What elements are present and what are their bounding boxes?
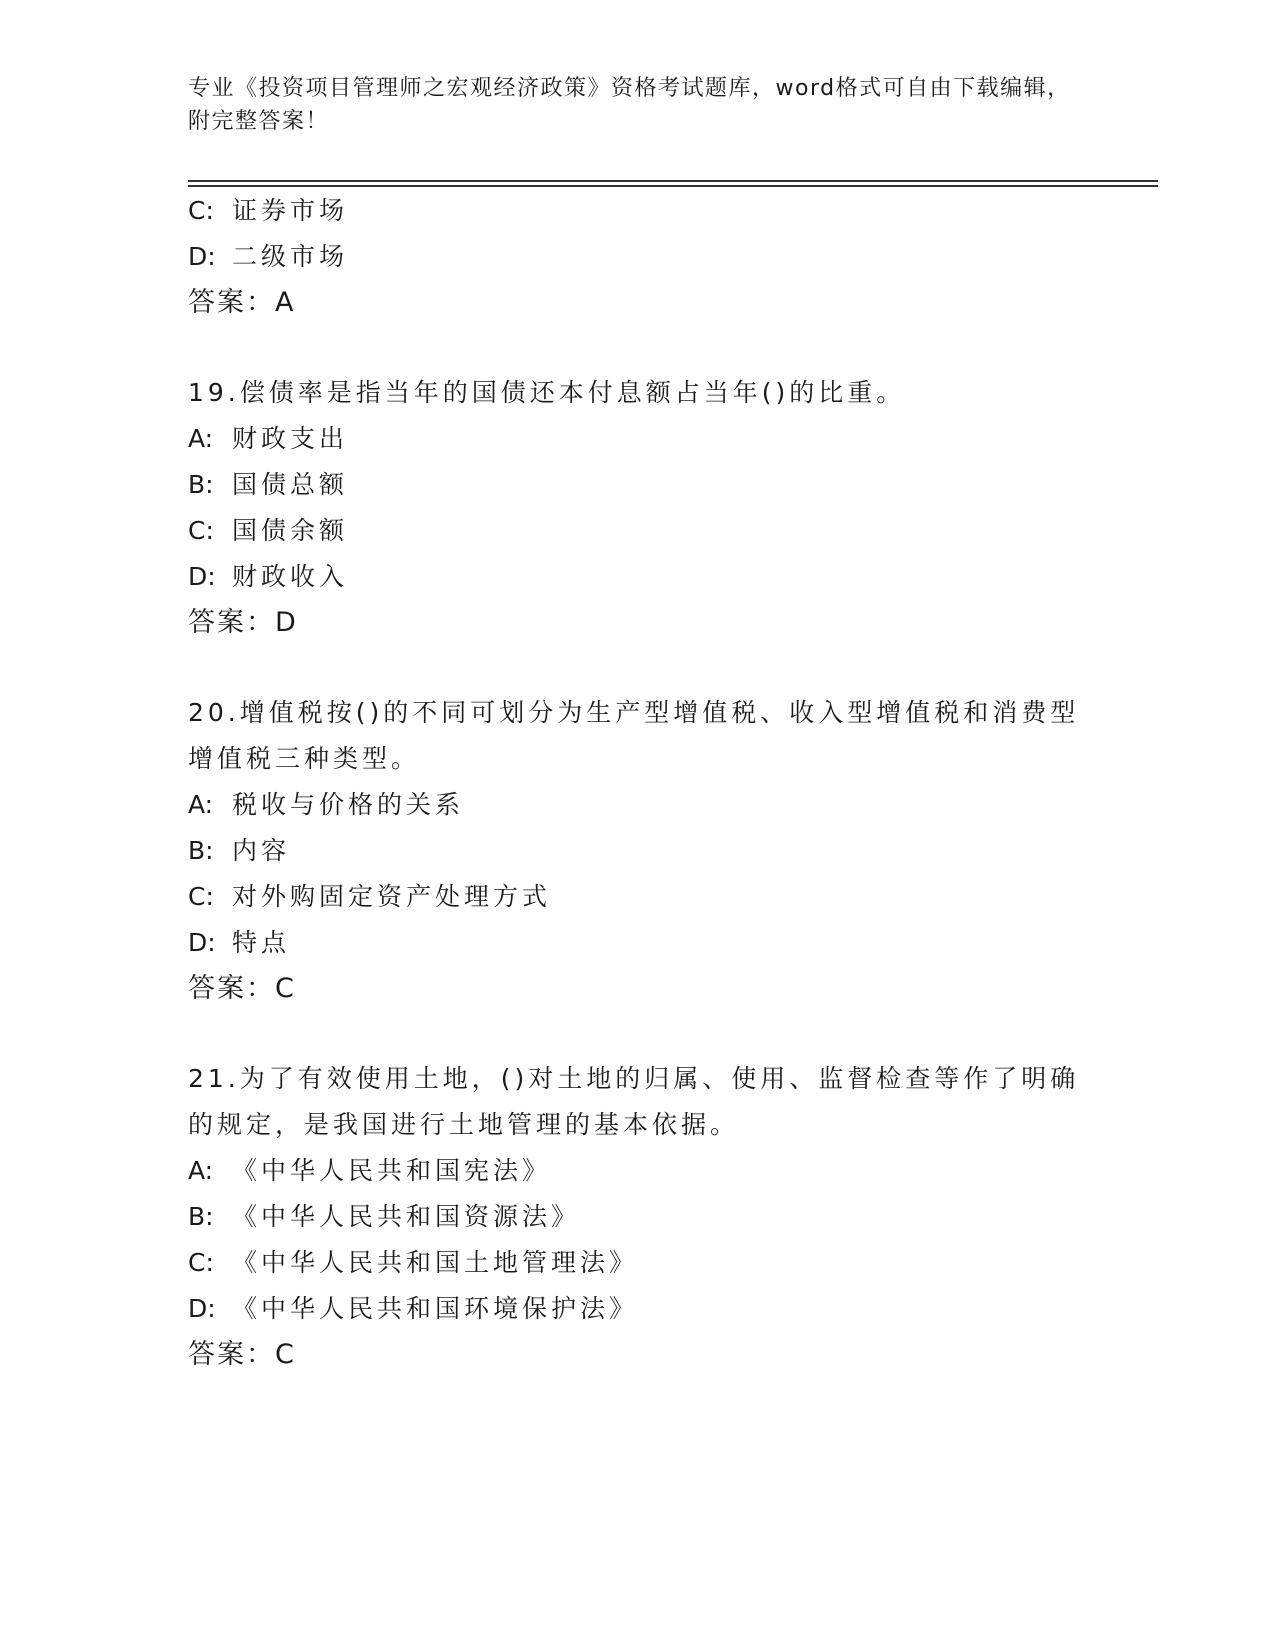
document-header: 专业《投资项目管理师之宏观经济政策》资格考试题库，word格式可自由下载编辑，附完整答案！ — [188, 76, 1071, 134]
option-d: D: 特点 — [188, 928, 291, 957]
question-20 — [188, 690, 1088, 1012]
question-19 — [188, 370, 1088, 646]
option-c: C: 《中华人民共和国土地管理法》 — [188, 1248, 639, 1277]
option-c: C: 对外购固定资产处理方式 — [188, 882, 552, 911]
option-d: D: 财政收入 — [188, 562, 349, 591]
option-b: B: 内容 — [188, 836, 291, 865]
option-a: A: 税收与价格的关系 — [188, 790, 465, 819]
header-rule-top — [188, 180, 1158, 182]
option-a: A: 《中华人民共和国宪法》 — [188, 1156, 552, 1185]
header-rule-bottom — [188, 185, 1158, 187]
question-list — [188, 188, 1088, 1422]
option-d: D: 《中华人民共和国环境保护法》 — [188, 1294, 639, 1323]
question-21 — [188, 1056, 1088, 1378]
option-b: B: 国债总额 — [188, 470, 349, 499]
option-c: C: 国债余额 — [188, 516, 349, 545]
option-a: A: 财政支出 — [188, 424, 349, 453]
answer: 答案：D — [188, 607, 298, 638]
question-text: 20.增值税按()的不同可划分为生产型增值税、收入型增值税和消费型增值税三种类型。 — [188, 698, 1080, 773]
option-d: D: 二级市场 — [188, 242, 349, 271]
option-b: B: 《中华人民共和国资源法》 — [188, 1202, 581, 1231]
option-c: C: 证券市场 — [188, 196, 349, 225]
answer: 答案：A — [188, 287, 296, 318]
answer: 答案：C — [188, 1339, 296, 1370]
question-18-tail — [188, 188, 1088, 326]
question-text: 21.为了有效使用土地，()对土地的归属、使用、监督检查等作了明确的规定，是我国进行土地管理的基本依据。 — [188, 1064, 1080, 1139]
answer: 答案：C — [188, 973, 296, 1004]
question-text: 19.偿债率是指当年的国债还本付息额占当年()的比重。 — [188, 378, 906, 407]
